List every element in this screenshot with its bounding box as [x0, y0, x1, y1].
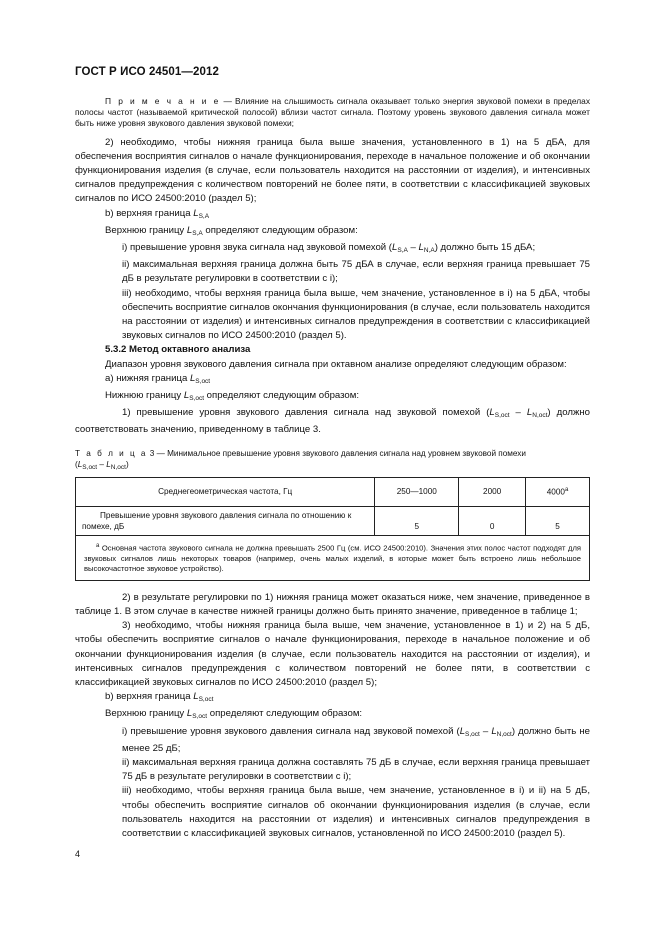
- item-ii: ii) максимальная верхняя граница должна быть 75 дБА в случае, если верхняя граница превышает 75 дБ в результате регулировки в соответствии с i);: [122, 259, 590, 285]
- paragraph-2-oct: 2) в результате регулировки по 1) нижняя граница может оказаться ниже, чем значение, приведенное в таблице 1. В этом случае в качестве нижней границы должно быть принято значение, приведенное в таблице 1;: [75, 591, 590, 617]
- table-header-row: [76, 477, 590, 506]
- document-header: ГОСТ Р ИСО 24501—2012: [75, 66, 220, 78]
- value-cell: 5: [526, 506, 590, 535]
- item-a-lower: a) нижняя граница $L_{S,oct}$: [105, 372, 211, 385]
- paragraph-2-lower: 2) необходимо, чтобы нижняя граница была выше значения, установленного в 1) на 5 дБА, для обеспечения восприятия сигналов о начале функционирования, переходе в начальное положение и об окончании функционирования изделия (в случае, если пользователь находится на расстоянии от изделия), и интенсивных сигналов предупреждения с количеством повторений не более пяти, в соответствии с классификацией звуковых сигналов по ИСО 24500:2010 (раздел 5);: [75, 136, 590, 205]
- item-b-upper: b) верхняя граница $L_{S,A}$: [105, 207, 210, 220]
- item-ii-oct: ii) максимальная верхняя граница должна составлять 75 дБ в случае, если верхняя граница превышает 75 дБ в результате регулировки в соответствии с i);: [122, 756, 590, 783]
- table-row: [76, 506, 590, 535]
- document-body: [75, 96, 590, 841]
- item-iii-oct: iii) необходимо, чтобы верхняя граница была выше, чем значение, установленное в i) и ii) на 5 дБ, чтобы обеспечить восприятие сигналов об окончании функционирования изделия (в случае, если пользователь находится на расстоянии от изделия) и интенсивных сигналов предупреждения в соответствии с классификацией звуковых сигналов, установленной по ИСО 24500:2010 (раздел 5).: [122, 785, 590, 839]
- upper-definition-oct: Верхнюю границу $L_{S,oct}$ определяют следующим образом:: [105, 708, 363, 721]
- value-cell: 0: [459, 506, 526, 535]
- table-3: [75, 477, 590, 581]
- header-cell: Среднегеометрическая частота, Гц: [76, 477, 375, 506]
- header-cell: 4000$^a$: [526, 477, 590, 506]
- section-intro: Диапазон уровня звукового давления сигнала при октавном анализе определяют следующим образом:: [105, 358, 567, 370]
- page-number: 4: [75, 849, 81, 859]
- table-footnote-row: [76, 535, 590, 580]
- table-footnote: $^a$ Основная частота звукового сигнала не должна превышать 2500 Гц (см. ИСО 24500:2010). Значения этих полос частот подходят для звуковых сигналов лишь некоторых товаров (например, очень малых изделий, в которые может быть встроено лишь небольшое высокочастотное звуковое устройство).: [76, 535, 590, 580]
- item-i-oct: i) превышение уровня звукового давления сигнала над звуковой помехой $(L_{S,oct} - L_{N,oct})$ должно быть не менее 25 дБ;: [122, 725, 590, 754]
- lower-definition: Нижнюю границу $L_{S,oct}$ определяют следующим образом:: [105, 390, 360, 403]
- value-cell: 5: [375, 506, 459, 535]
- item-i: i) превышение уровня звука сигнала над звуковой помехой $(L_{S,A} - L_{N,A})$ должно быть 15 дБА;: [122, 242, 536, 255]
- table-3-caption: Т а б л и ц а 3 — Минимальное превышение уровня звукового давления сигнала над уровнем звуковой помехи $(L_{S,oct} - L_{N,oct})$: [75, 448, 526, 471]
- upper-definition: Верхнюю границу $L_{S,A}$ определяют следующим образом:: [105, 224, 358, 237]
- header-cell: 2000: [459, 477, 526, 506]
- note-paragraph: [75, 96, 590, 130]
- section-heading-5-3-2: 5.3.2 Метод октавного анализа: [105, 344, 251, 356]
- note-text: — Влияние на слышимость сигнала оказывает только энергия звуковой помехи в пределах полосы частот (называемой критической полосой) вблизи частот сигнала. Поэтому уровень звукового давления сигнала может быть ниже уровня звукового давления звуковой помехи;: [75, 96, 591, 129]
- paragraph-3-oct: 3) необходимо, чтобы нижняя граница была выше, чем значение, установленное в 1) и 2) на 5 дБ, чтобы обеспечить восприятие сигналов о начале функционирования, переходе в начальное положение и об окончании функционирования изделия (в случае, если пользователь находится на расстоянии от изделия), и интенсивных сигналов предупреждения с количеством повторений не более пяти, в соответствии с классификацией звуковых сигналов по ИСО 24500:2010 (раздел 5);: [75, 620, 590, 688]
- item-1-oct: 1) превышение уровня звукового давления сигнала над звуковой помехой $(L_{S,oct} - L_{N,oct})$ должно соответствовать значению, приведенному в таблице 3.: [75, 407, 590, 436]
- item-b-upper-oct: b) верхняя граница $L_{S,oct}$: [105, 691, 214, 704]
- header-cell: 250—1000: [375, 477, 459, 506]
- note-label: П р и м е ч а н и е: [105, 96, 221, 106]
- row-label-cell: Превышение уровня звукового давления сигнала по отношению к помехе, дБ: [76, 506, 375, 535]
- item-iii: iii) необходимо, чтобы верхняя граница была выше, чем значение, установленное в i) на 5 дБА, чтобы обеспечить восприятие сигналов окончания функционирования (в случае, если пользователь находится на расстоянии от изделия) и интенсивных сигналов предупреждения в соответствии с классификацией звуковых сигналов по ИСО 24500:2010 (раздел 5).: [122, 287, 590, 342]
